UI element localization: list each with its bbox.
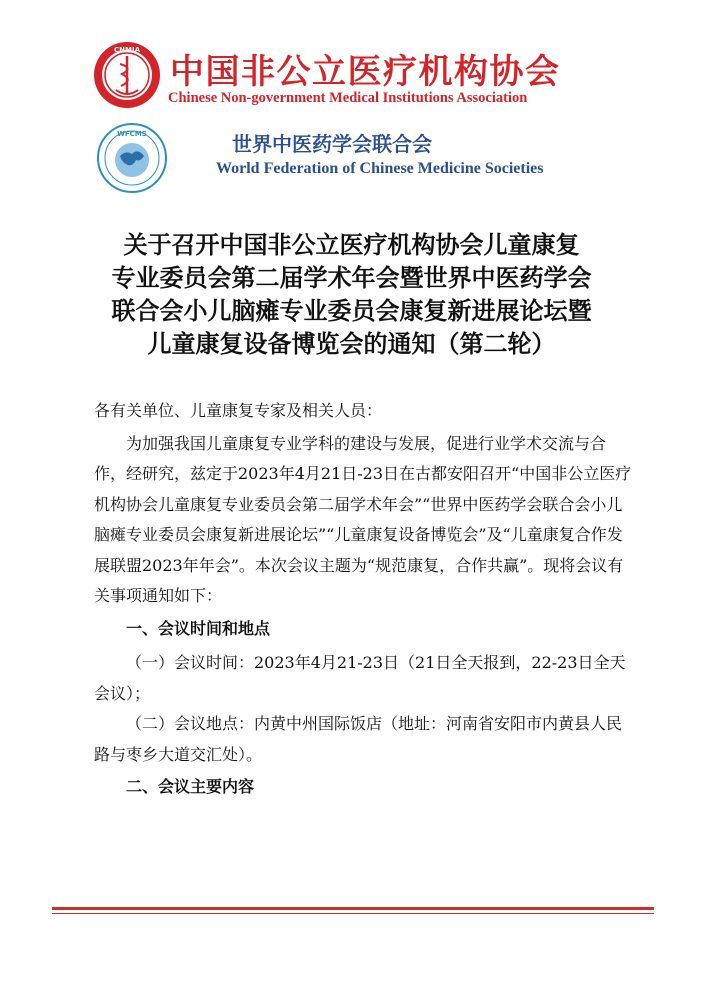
cnmia-logo-icon (92, 40, 162, 110)
title-line: 关于召开中国非公立医疗机构协会儿童康复 (123, 230, 580, 259)
wfcms-logo-icon (96, 122, 168, 194)
org1-name-cn: 中国非公立医疗机构协会 (170, 52, 561, 92)
salutation: 各有关单位、儿童康复专家及相关人员： (94, 401, 383, 420)
wfcms-logo-text: WFCMS (117, 130, 147, 138)
title-line: 联合会小儿脑瘫专业委员会康复新进展论坛暨 (111, 296, 592, 325)
footer-rule (52, 907, 654, 910)
org1-header (92, 38, 692, 110)
notice-title (60, 228, 643, 360)
org2-name-en: World Federation of Chinese Medicine Societies (216, 160, 544, 177)
section2-heading: 二、会议主要内容 (126, 777, 255, 796)
intro-paragraph: 为加强我国儿童康复专业学科的建设与发展，促进行业学术交流与合作，经研究，兹定于2023年4月21日-23日在古都安阳召开“中国非公立医疗机构协会儿童康复专业委员会第二届学术年会”“世界中医药学会联合会小儿脑瘫专业委员会康复新进展论坛”“儿童康复设备博览会”及“儿童康复合作发展联盟2023年年会”。本次会议主题为“规范康复，合作共赢”。现将会议有关事项通知如下： (94, 433, 632, 605)
title-line: 儿童康复设备博览会的通知（第二轮） (147, 329, 556, 358)
meeting-time-item: （一）会议时间：2023年4月21-23日（21日全天报到，22-23日全天会议）； (94, 653, 626, 703)
cnmia-logo-text: CNMIA (114, 46, 140, 54)
section1-heading: 一、会议时间和地点 (126, 618, 271, 638)
org2-name-cn: 世界中医药学会联合会 (232, 132, 432, 156)
meeting-venue-item: （二）会议地点：内黄中州国际饭店（地址：河南省安阳市内黄县人民路与枣乡大道交汇处）。 (94, 714, 623, 764)
org2-header (96, 122, 696, 194)
org1-name-en: Chinese Non-government Medical Institutions Association (168, 90, 528, 106)
title-line: 专业委员会第二届学术年会暨世界中医药学会 (111, 263, 592, 292)
footer-rule-thin (52, 913, 654, 914)
notice-body (94, 396, 634, 807)
